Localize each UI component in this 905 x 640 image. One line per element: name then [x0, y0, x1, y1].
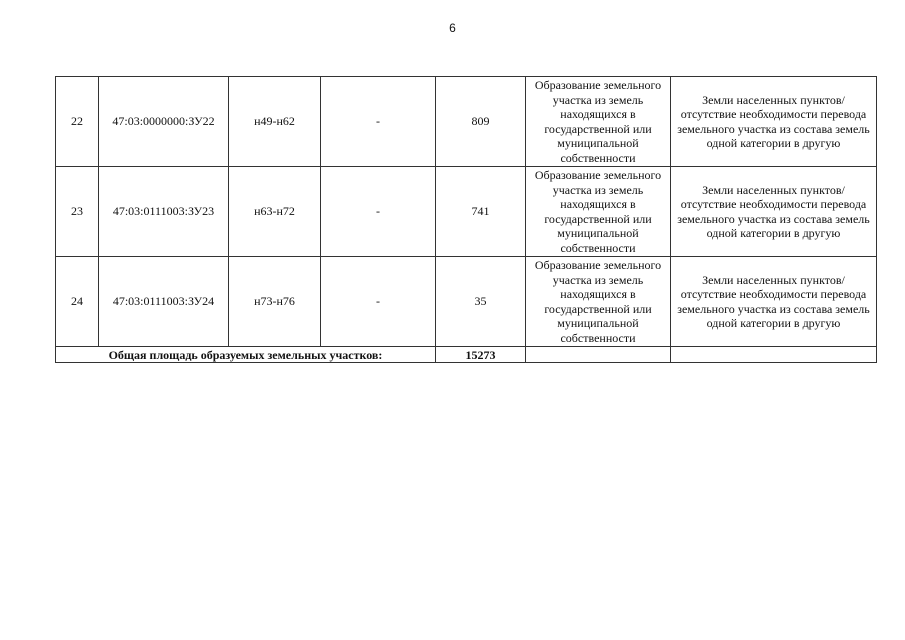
- land-category-cell: Земли населенных пунктов/ отсутствие необходимости перевода земельного участка из состава земель одной категории в другую: [671, 257, 877, 347]
- total-empty-cell: [526, 347, 671, 363]
- land-plots-table: [55, 76, 877, 363]
- cadastral-number-cell: 47:03:0000000:ЗУ22: [99, 77, 229, 167]
- cadastral-number-cell: 47:03:0111003:ЗУ23: [99, 167, 229, 257]
- formation-method-cell: Образование земельного участка из земель находящихся в государственной или муниципальной собственности: [526, 167, 671, 257]
- total-area-value: 15273: [436, 347, 526, 363]
- land-category-cell: Земли населенных пунктов/ отсутствие необходимости перевода земельного участка из состава земель одной категории в другую: [671, 77, 877, 167]
- row-number-cell: 22: [56, 77, 99, 167]
- total-empty-cell: [671, 347, 877, 363]
- boundary-points-cell: н73-н76: [229, 257, 321, 347]
- table-row: [56, 257, 877, 347]
- total-row: [56, 347, 877, 363]
- existing-cell: -: [321, 167, 436, 257]
- area-cell: 741: [436, 167, 526, 257]
- table-row: [56, 167, 877, 257]
- land-category-cell: Земли населенных пунктов/ отсутствие необходимости перевода земельного участка из состава земель одной категории в другую: [671, 167, 877, 257]
- area-cell: 809: [436, 77, 526, 167]
- area-cell: 35: [436, 257, 526, 347]
- formation-method-cell: Образование земельного участка из земель находящихся в государственной или муниципальной собственности: [526, 257, 671, 347]
- total-label: Общая площадь образуемых земельных участков:: [56, 347, 436, 363]
- row-number-cell: 24: [56, 257, 99, 347]
- row-number-cell: 23: [56, 167, 99, 257]
- boundary-points-cell: н49-н62: [229, 77, 321, 167]
- existing-cell: -: [321, 77, 436, 167]
- boundary-points-cell: н63-н72: [229, 167, 321, 257]
- cadastral-number-cell: 47:03:0111003:ЗУ24: [99, 257, 229, 347]
- formation-method-cell: Образование земельного участка из земель находящихся в государственной или муниципальной собственности: [526, 77, 671, 167]
- existing-cell: -: [321, 257, 436, 347]
- page-number: 6: [449, 21, 456, 35]
- table-row: [56, 77, 877, 167]
